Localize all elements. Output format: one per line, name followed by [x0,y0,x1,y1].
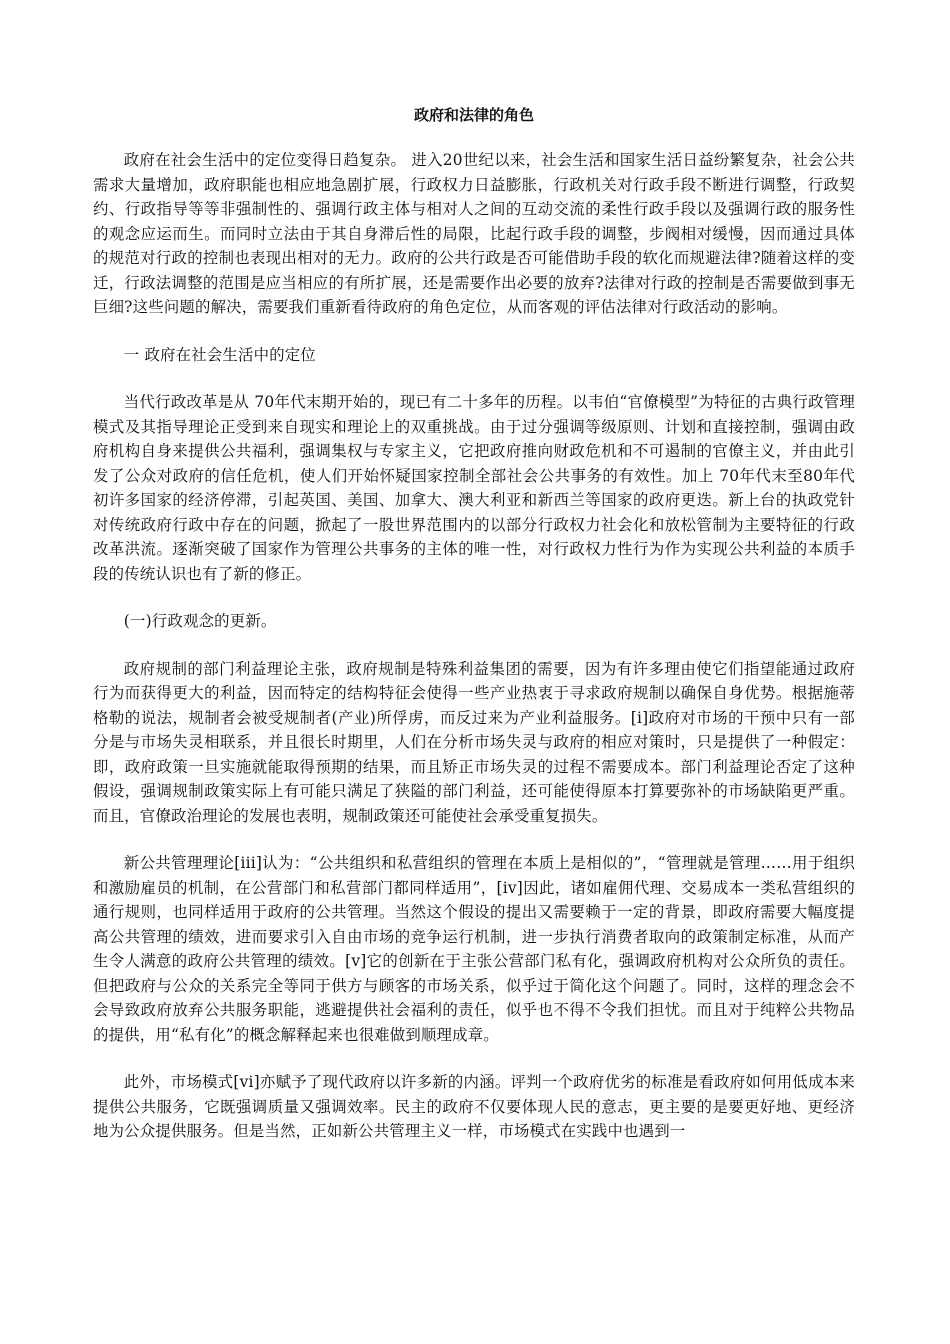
section-heading: 一 政府在社会生活中的定位 [123,345,316,364]
paragraph: 当代行政改革是从 70年代末期开始的，现已有二十多年的历程。以韦伯“官僚模型”为特征的古典行政管理模式及其指导理论正受到来自现实和理论上的双重挑战。由于过分强调等级原则、计划和直接控制，强调由政府机构自身来提供公共福利，强调集权与专家主义，它把政府推向财政危机和不可遏制的官僚主义，并由此引发了公众对政府的信任危机，使人们开始怀疑国家控制全部社会公共事务的有效性。加上 70年代末至80年代初许多国家的经济停滞，引起英国、美国、加拿大、澳大利亚和新西兰等国家的政府更迭。新上台的执政党针对传统政府行政中存在的问题，掀起了一股世界范围内的以部分行政权力社会化和放松管制为主要特征的行政改革洪流。逐渐突破了国家作为管理公共事务的主体的唯一性，对行政权力性行为作为实现公共利益的本质手段的传统认识也有了新的修正。 [93,393,855,583]
paragraph: 新公共管理理论[iii]认为：“公共组织和私营组织的管理在本质上是相似的”，“管理就是管理……用于组织和激励雇员的机制，在公营部门和私营部门都同样适用”，[iv]因此，诸如雇佣代理、交易成本一类私营组织的通行规则，也同样适用于政府的公共管理。当然这个假设的提出又需要赖于一定的背景，即政府需要大幅度提高公共管理的绩效，进而要求引入自由市场的竞争运行机制，进一步执行消费者取向的政策制定标准，从而产生令人满意的政府公共管理的绩效。[v]它的创新在于主张公营部门私有化，强调政府机构对公众所负的责任。但把政府与公众的关系完全等同于供方与顾客的市场关系，似乎过于简化这个问题了。同时，这样的理念会不会导致政府放弃公共服务职能，逃避提供社会福利的责任，似乎也不得不令我们担忧。而且对于纯粹公共物品的提供，用“私有化”的概念解释起来也很难做到顺理成章。 [93,854,855,1044]
paragraph: 政府规制的部门利益理论主张，政府规制是特殊利益集团的需要，因为有许多理由使它们指望能通过政府行为而获得更大的利益，因而特定的结构特征会使得一些产业热衷于寻求政府规制以确保自身优势。根据施蒂格勒的说法，规制者会被受规制者(产业)所俘虏，而反过来为产业利益服务。[i]政府对市场的干预中只有一部分是与市场失灵相联系，并且很长时期里，人们在分析市场失灵与政府的相应对策时，只是提供了一种假定：即，政府政策一旦实施就能取得预期的结果，而且矫正市场失灵的过程不需要成本。部门利益理论否定了这种假设，强调规制政策实际上有可能只满足了狭隘的部门利益，还可能使得原本打算要弥补的市场缺陷更严重。而且，官僚政治理论的发展也表明，规制政策还可能使社会承受重复损失。 [93,659,855,825]
paragraph: 政府在社会生活中的定位变得日趋复杂。 进入20世纪以来，社会生活和国家生活日益纷繁复杂，社会公共需求大量增加，政府职能也相应地急剧扩展，行政权力日益膨胀，行政机关对行政手段不断进行调整，行政契约、行政指导等等非强制性的、强调行政主体与相对人之间的互动交流的柔性行政手段以及强调行政的服务性的观念应运而生。而同时立法由于其自身滞后性的局限，比起行政手段的调整，步阀相对缓慢，因而通过具体的规范对行政的控制也表现出相对的无力。政府的公共行政是否可能借助手段的软化而规避法律?随着这样的变迁，行政法调整的范围是应当相应的有所扩展，还是需要作出必要的放弃?法律对行政的控制是否需要做到事无巨细?这些问题的解决，需要我们重新看待政府的角色定位，从而客观的评估法律对行政活动的影响。 [93,151,855,316]
subsection-heading: (一)行政观念的更新。 [123,612,277,630]
document-title: 政府和法律的角色 [413,106,534,124]
paragraph: 此外，市场模式[vi]亦赋予了现代政府以许多新的内涵。评判一个政府优劣的标准是看政府如何用低成本来提供公共服务，它既强调质量又强调效率。民主的政府不仅要体现人民的意志，更主要的是要更好地、更经济地为公众提供服务。但是当然，正如新公共管理主义一样，市场模式在实践中也遇到一 [93,1073,855,1140]
document-body [93,102,855,1167]
